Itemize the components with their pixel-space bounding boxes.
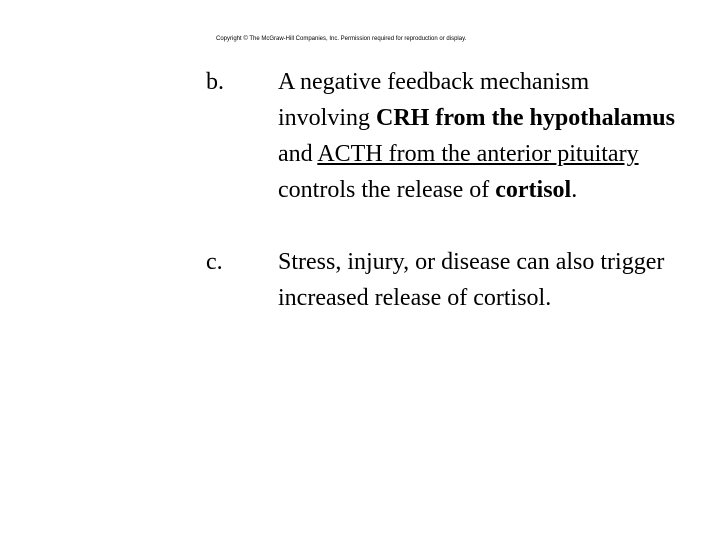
item-b-text-part-6: cortisol: [495, 177, 572, 203]
item-b-text-part-1: A negative feedback mechanism involving: [278, 69, 590, 131]
item-b-text-part-4: ACTH from the anterior pituitary: [317, 141, 639, 167]
item-b-text-part-5: controls the release of: [278, 177, 496, 203]
copyright-notice: Copyright © The McGraw-Hill Companies, Inc. Permission required for reproduction or display.: [216, 36, 467, 42]
item-b-text-part-7: .: [571, 177, 578, 203]
item-b-text-part-2: CRH from the hypothalamus: [376, 105, 675, 131]
item-c-label: c.: [206, 249, 223, 275]
item-c-text: Stress, injury, or disease can also trigger increased release of cortisol.: [278, 249, 665, 311]
item-b-text-part-3: and: [278, 141, 318, 167]
item-b-text: [278, 64, 678, 208]
item-b-label: b.: [206, 69, 224, 95]
